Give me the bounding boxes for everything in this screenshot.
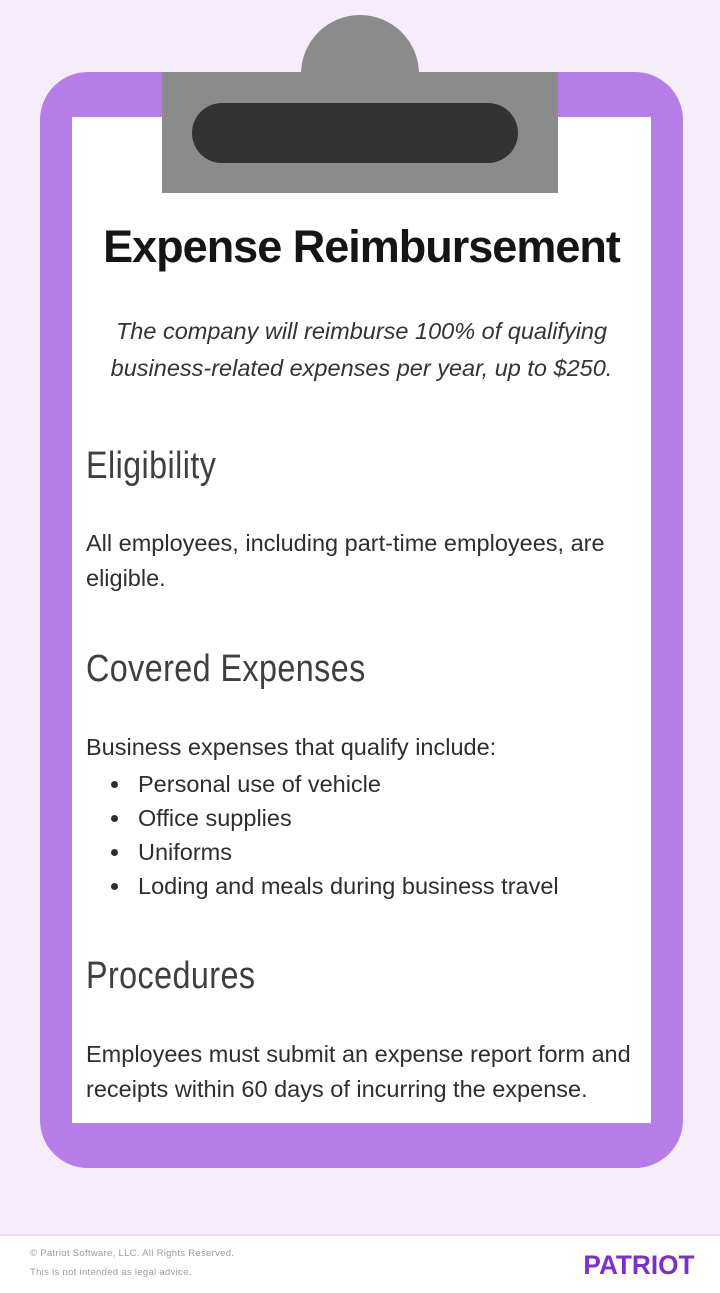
footer-copyright: © Patriot Software, LLC. All Rights Reserved. — [30, 1248, 235, 1259]
intro-text: The company will reimburse 100% of qualifying business-related expenses per year, up to $250. — [110, 317, 613, 381]
footer-disclaimer: This is not intended as legal advice. — [30, 1267, 192, 1278]
list-item: • Personal use of vehicle — [132, 767, 637, 801]
list-item: • Uniforms — [132, 835, 637, 869]
policy-document — [72, 117, 651, 1123]
footer-legal-text — [30, 1244, 234, 1282]
list-item: • Loding and meals during business travel — [132, 869, 637, 903]
section-body-covered-expenses: Business expenses that qualify include: — [86, 734, 497, 761]
section-body-eligibility: All employees, including part-time employees, are eligible. — [86, 530, 605, 592]
covered-expenses-list — [86, 767, 637, 903]
patriot-logo: PATRIOT — [582, 1250, 694, 1280]
footer — [0, 1236, 720, 1293]
section-body-procedures: Employees must submit an expense report form and receipts within 60 days of incurring the expense. — [86, 1040, 631, 1102]
section-heading-covered-expenses: Covered Expenses — [86, 648, 366, 691]
section-heading-procedures: Procedures — [86, 955, 256, 998]
page-title: Expense Reimbursement — [103, 221, 620, 272]
section-heading-eligibility: Eligibility — [86, 444, 217, 487]
list-item: • Office supplies — [132, 801, 637, 835]
